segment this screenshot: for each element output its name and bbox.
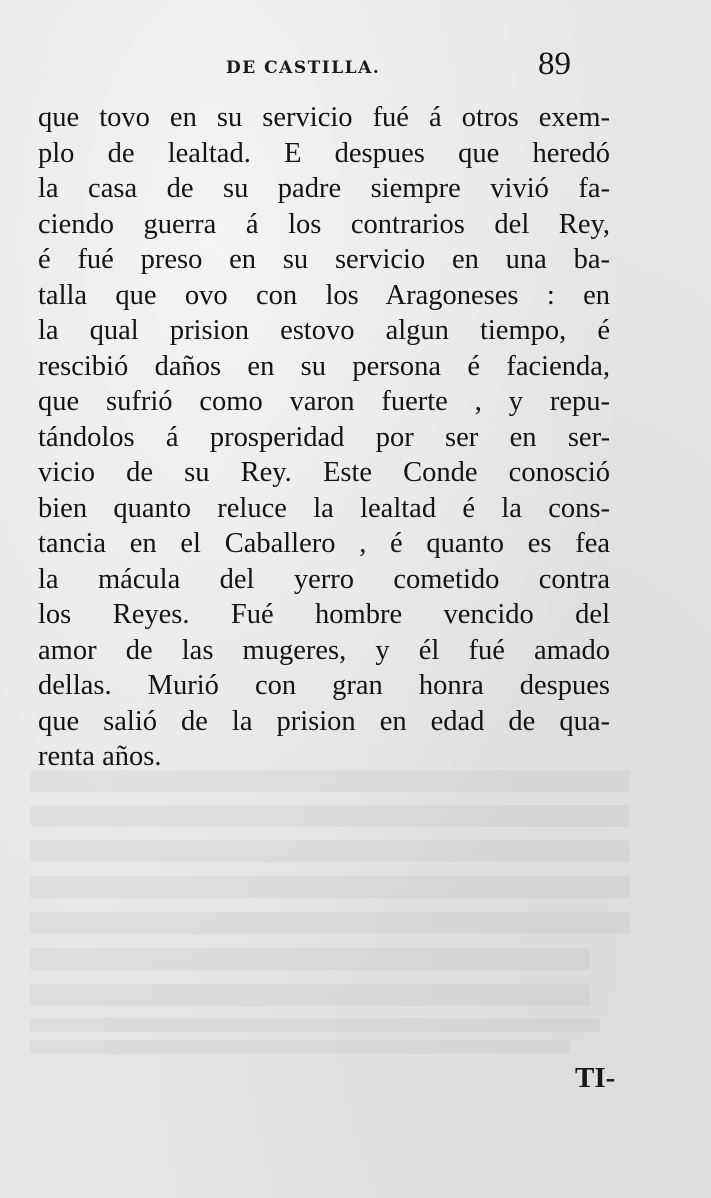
text-line: é fué preso en su servicio en una ba- (38, 244, 610, 275)
text-line: amor de las mugeres, y él fué amado (38, 634, 610, 666)
text-line: ciendo guerra á los contrarios del Rey, (38, 208, 610, 240)
text-line: rescibió daños en su persona é facienda, (38, 350, 610, 382)
text-line: vicio de su Rey. Este Conde conosció (38, 457, 610, 488)
text-line: dellas. Murió con gran honra despues (38, 670, 610, 701)
bleed-through-mark (30, 805, 630, 827)
text-line: tancia en el Caballero , é quanto es fea (38, 528, 610, 559)
text-line: que salió de la prision en edad de qua- (38, 705, 610, 737)
catchword: TI- (575, 1062, 616, 1094)
body-text (38, 100, 610, 775)
text-line: la mácula del yerro cometido contra (38, 563, 610, 595)
bleed-through-mark (30, 1018, 600, 1032)
text-line: talla que ovo con los Aragoneses : en (38, 279, 610, 311)
bleed-through-mark (30, 948, 590, 970)
text-line: renta años. (38, 741, 162, 772)
bleed-through-mark (30, 912, 630, 934)
text-line: la qual prision estovo algun tiempo, é (38, 315, 610, 346)
text-line: bien quanto reluce la lealtad é la cons- (38, 492, 610, 524)
text-line: tándolos á prosperidad por ser en ser- (38, 421, 610, 453)
text-line: la casa de su padre siempre vivió fa- (38, 173, 610, 204)
page-number: 89 (538, 46, 571, 82)
text-line: los Reyes. Fué hombre vencido del (38, 599, 610, 630)
text-line: plo de lealtad. E despues que heredó (38, 137, 610, 169)
running-title: DE CASTILLA. (226, 58, 381, 78)
bleed-through-mark (30, 876, 630, 898)
bleed-through-mark (30, 1040, 570, 1054)
bleed-through-mark (30, 840, 630, 862)
text-line: que tovo en su servicio fué á otros exem- (38, 102, 610, 133)
bleed-through-mark (30, 984, 590, 1006)
text-line: que sufrió como varon fuerte , y repu- (38, 386, 610, 417)
